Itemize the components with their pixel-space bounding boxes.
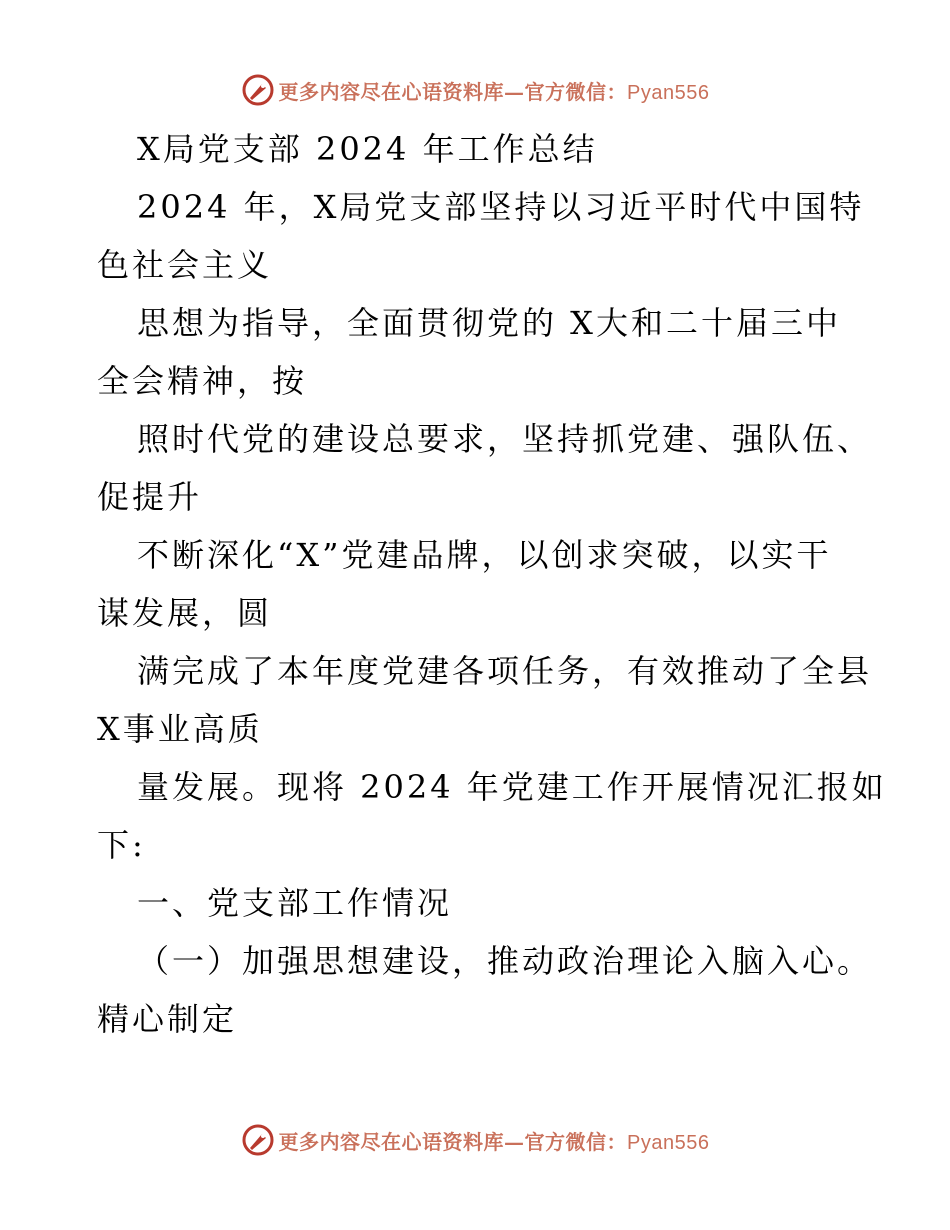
doc-line: 不断深化“X”党建品牌，以创求突破，以实干	[137, 536, 832, 574]
doc-line: 照时代党的建设总要求，坚持抓党建、强队伍、	[137, 420, 873, 458]
doc-line: 全会精神，按	[97, 362, 308, 400]
pen-nib-logo-icon	[241, 73, 275, 107]
doc-line: 思想为指导，全面贯彻党的 X大和二十届三中	[137, 304, 841, 342]
doc-line: 下:	[97, 826, 146, 864]
doc-line: X事业高质	[97, 710, 263, 748]
doc-line: 促提升	[97, 478, 203, 516]
doc-line: 量发展。现将 2024 年党建工作开展情况汇报如	[137, 768, 887, 806]
watermark-text: 更多内容尽在心语资料库—官方微信：Pyan556	[278, 79, 710, 104]
header-watermark	[0, 70, 950, 110]
section-heading: 一、党支部工作情况	[137, 884, 453, 922]
footer-watermark	[0, 1120, 950, 1160]
document-body	[97, 120, 887, 1048]
doc-line: 精心制定	[97, 1000, 238, 1038]
subsection-heading: （一）加强思想建设，推动政治理论入脑入心。	[137, 942, 873, 980]
doc-line: 色社会主义	[97, 246, 273, 284]
doc-line: 满完成了本年度党建各项任务，有效推动了全县	[137, 652, 873, 690]
pen-nib-logo-icon	[241, 1123, 275, 1157]
doc-line: 2024 年，X局党支部坚持以习近平时代中国特	[137, 188, 865, 226]
watermark-text: 更多内容尽在心语资料库—官方微信：Pyan556	[278, 1129, 710, 1154]
doc-line: 谋发展，圆	[97, 594, 273, 632]
doc-title: X局党支部 2024 年工作总结	[137, 130, 598, 168]
